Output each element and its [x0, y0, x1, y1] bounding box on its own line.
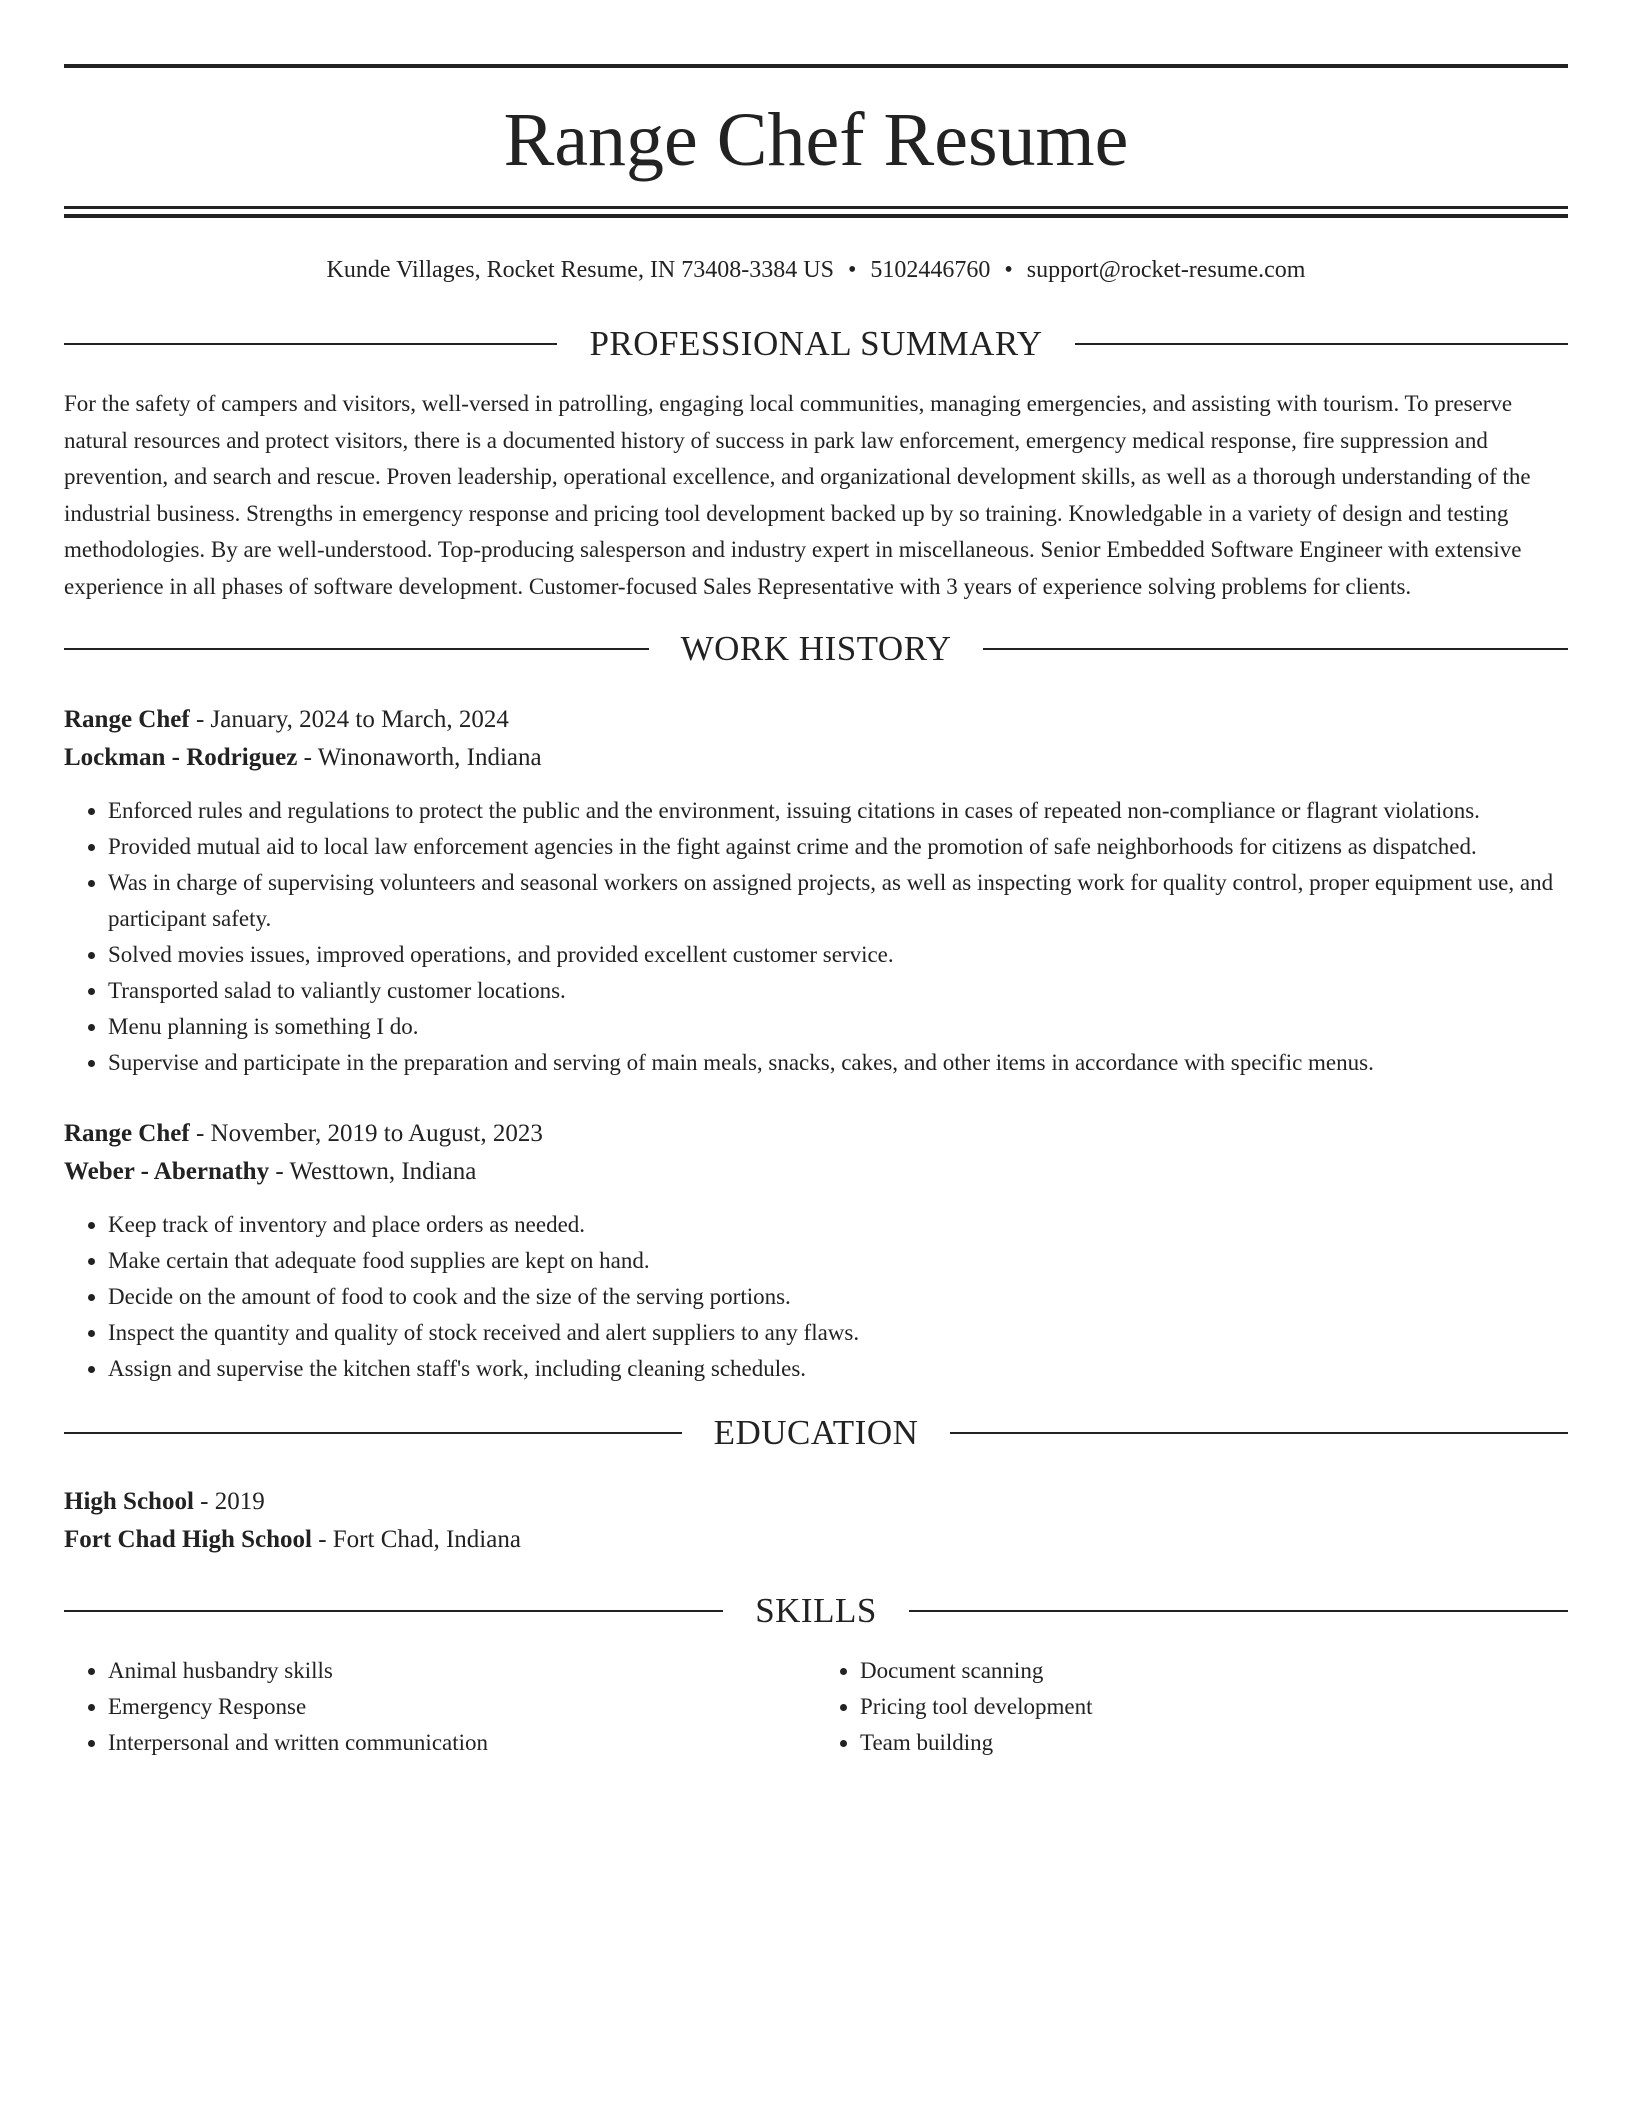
education-year: - 2019	[193, 1488, 265, 1515]
list-item: • Supervise and participate in the preparation and serving of main meals, snacks, cakes, and other items in accordance with specific menus.	[108, 1045, 1568, 1081]
resume-page	[64, 64, 1568, 1761]
contact-line	[64, 250, 1568, 290]
section-heading-education	[64, 1411, 1568, 1455]
list-item: • Was in charge of supervising volunteers and seasonal workers on assigned projects, as well as inspecting work for quality control, proper equipment use, and participant safety.	[108, 865, 1568, 937]
section-heading-work-history	[64, 627, 1568, 671]
list-item: • Team building	[860, 1725, 1568, 1761]
heading-rule-right	[909, 1610, 1568, 1612]
heading-rule-left	[64, 1432, 682, 1434]
contact-email: support@rocket-resume.com	[1026, 257, 1306, 283]
list-item: • Transported salad to valiantly customer locations.	[108, 973, 1568, 1009]
section-heading-summary	[64, 322, 1568, 366]
list-item: • Interpersonal and written communication	[108, 1725, 816, 1761]
top-rule	[64, 64, 1568, 68]
education-school: Fort Chad High School	[64, 1526, 312, 1553]
section-title: PROFESSIONAL SUMMARY	[589, 324, 1043, 363]
heading-rule-left	[64, 648, 649, 650]
job-dates: - November, 2019 to August, 2023	[189, 1120, 543, 1147]
skills-list-right	[816, 1653, 1568, 1761]
job-title-line	[64, 1115, 1568, 1153]
list-item: • Decide on the amount of food to cook and the size of the serving portions.	[108, 1279, 1568, 1315]
list-item: • Inspect the quantity and quality of stock received and alert suppliers to any flaws.	[108, 1315, 1568, 1351]
job-dates: - January, 2024 to March, 2024	[189, 706, 509, 733]
job-company: Lockman - Rodriguez	[64, 744, 298, 771]
job-title: Range Chef	[64, 1120, 190, 1147]
section-title: WORK HISTORY	[680, 629, 952, 668]
section-title: EDUCATION	[713, 1413, 919, 1452]
heading-rule-right	[983, 648, 1568, 650]
list-item: • Menu planning is something I do.	[108, 1009, 1568, 1045]
list-item: • Assign and supervise the kitchen staff's work, including cleaning schedules.	[108, 1351, 1568, 1387]
job-company: Weber - Abernathy	[64, 1158, 270, 1185]
list-item: • Solved movies issues, improved operations, and provided excellent customer service.	[108, 937, 1568, 973]
heading-rule-right	[1075, 343, 1568, 345]
job-company-line	[64, 1153, 1568, 1191]
education-degree: High School	[64, 1488, 194, 1515]
list-item: • Make certain that adequate food supplies are kept on hand.	[108, 1243, 1568, 1279]
section-heading-skills	[64, 1589, 1568, 1633]
list-item: • Provided mutual aid to local law enforcement agencies in the fight against crime and the promotion of safe neighborhoods for citizens as dispatched.	[108, 829, 1568, 865]
heading-rule-left	[64, 1610, 723, 1612]
resume-title: Range Chef Resume	[503, 98, 1129, 182]
list-item: • Document scanning	[860, 1653, 1568, 1689]
education-school-line	[64, 1521, 1568, 1559]
summary-text: For the safety of campers and visitors, well-versed in patrolling, engaging local communities, managing emergencies, and assisting with tourism. To preserve natural resources and protect visitors, there is a documented history of success in park law enforcement, emergency medical response, fire suppression and prevention, and search and rescue. Proven leadership, operational excellence, and organizational development skills, as well as a thorough understanding of the industrial business. Strengths in emergency response and pricing tool development backed up by so training. Knowledgable in a variety of design and testing methodologies. By are well-understood. Top-producing salesperson and industry expert in miscellaneous. Senior Embedded Software Engineer with extensive experience in all phases of software development. Customer-focused Sales Representative with 3 years of experience solving problems for clients.	[64, 391, 1531, 599]
job-bullets	[64, 793, 1568, 1081]
education-entry	[64, 1483, 1568, 1559]
job-entry	[64, 1115, 1568, 1387]
heading-rule-right	[950, 1432, 1568, 1434]
list-item: • Keep track of inventory and place orders as needed.	[108, 1207, 1568, 1243]
job-title-line	[64, 701, 1568, 739]
list-item: • Enforced rules and regulations to protect the public and the environment, issuing citations in cases of repeated non-compliance or flagrant violations.	[108, 793, 1568, 829]
job-title: Range Chef	[64, 706, 190, 733]
skills-list-left	[64, 1653, 816, 1761]
heading-rule-left	[64, 343, 557, 345]
job-company-line	[64, 739, 1568, 777]
list-item: • Animal husbandry skills	[108, 1653, 816, 1689]
contact-separator: •	[847, 257, 857, 283]
job-location: - Winonaworth, Indiana	[297, 744, 542, 771]
job-entry	[64, 701, 1568, 1081]
education-location: - Fort Chad, Indiana	[311, 1526, 521, 1553]
skills-columns	[64, 1653, 1568, 1761]
contact-address: Kunde Villages, Rocket Resume, IN 73408-3384 US	[326, 257, 834, 283]
job-bullets	[64, 1207, 1568, 1387]
job-location: - Westtown, Indiana	[269, 1158, 477, 1185]
section-title: SKILLS	[755, 1591, 877, 1630]
contact-separator: •	[1004, 257, 1013, 283]
list-item: • Pricing tool development	[860, 1689, 1568, 1725]
list-item: • Emergency Response	[108, 1689, 816, 1725]
title-double-rule	[64, 206, 1568, 218]
contact-phone: 5102446760	[870, 257, 991, 283]
education-degree-line	[64, 1483, 1568, 1521]
